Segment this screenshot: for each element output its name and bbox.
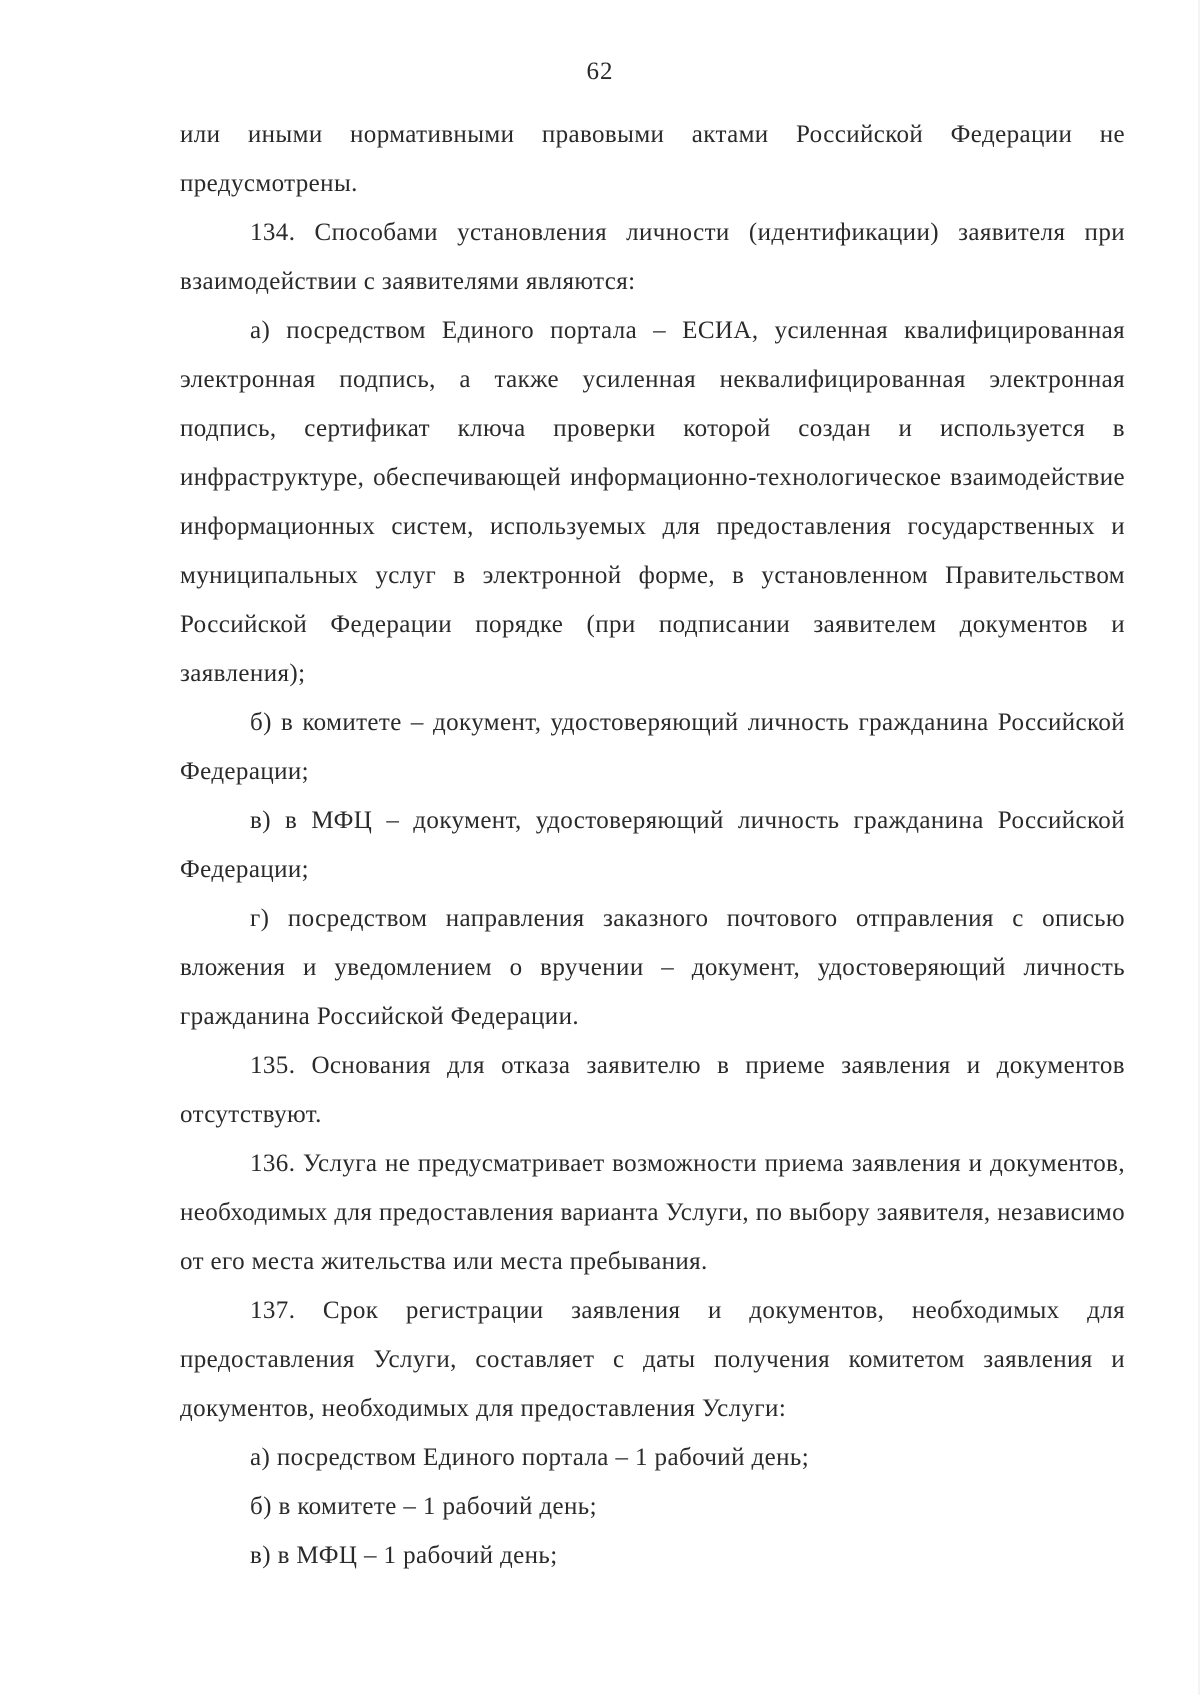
paragraph-135: 135. Основания для отказа заявителю в приеме заявления и документов отсутствуют. — [180, 1052, 1125, 1128]
paragraph-134-b: б) в комитете – документ, удостоверяющий личность гражданина Российской Федерации; — [180, 709, 1125, 785]
paragraph-134-a: а) посредством Единого портала – ЕСИА, усиленная квалифицированная электронная подпись, а также усиленная неквалифицированная электронная подпись, сертификат ключа проверки которой создан и используется в инфраструктуре, обеспечивающей информационно-технологическое взаимодействие информационных систем, используемых для предоставления государственных и муниципальных услуг в электронной форме, в установленном Правительством Российской Федерации порядке (при подписании заявителем документов и заявления); — [180, 317, 1125, 687]
list-item-137-a: а) посредством Единого портала – 1 рабочий день; — [250, 1444, 810, 1471]
document-body — [180, 110, 1125, 1580]
page-number: 62 — [586, 58, 614, 85]
paragraph-134: 134. Способами установления личности (идентификации) заявителя при взаимодействии с заявителями являются: — [180, 219, 1125, 295]
paragraph-134-v: в) в МФЦ – документ, удостоверяющий личность гражданина Российской Федерации; — [180, 807, 1125, 883]
paragraph-137: 137. Срок регистрации заявления и документов, необходимых для предоставления Услуги, составляет с даты получения комитетом заявления и документов, необходимых для предоставления Услуги: — [180, 1297, 1125, 1422]
list-item-137-v: в) в МФЦ – 1 рабочий день; — [250, 1542, 558, 1569]
paragraph-136: 136. Услуга не предусматривает возможности приема заявления и документов, необходимых для предоставления варианта Услуги, по выбору заявителя, независимо от его места жительства или места пребывания. — [180, 1150, 1125, 1275]
paragraph-134-g: г) посредством направления заказного почтового отправления с описью вложения и уведомлением о вручении – документ, удостоверяющий личность гражданина Российской Федерации. — [180, 905, 1125, 1030]
paragraph-continuation: или иными нормативными правовыми актами Российской Федерации не предусмотрены. — [180, 121, 1125, 197]
list-item-137-b: б) в комитете – 1 рабочий день; — [250, 1493, 597, 1520]
